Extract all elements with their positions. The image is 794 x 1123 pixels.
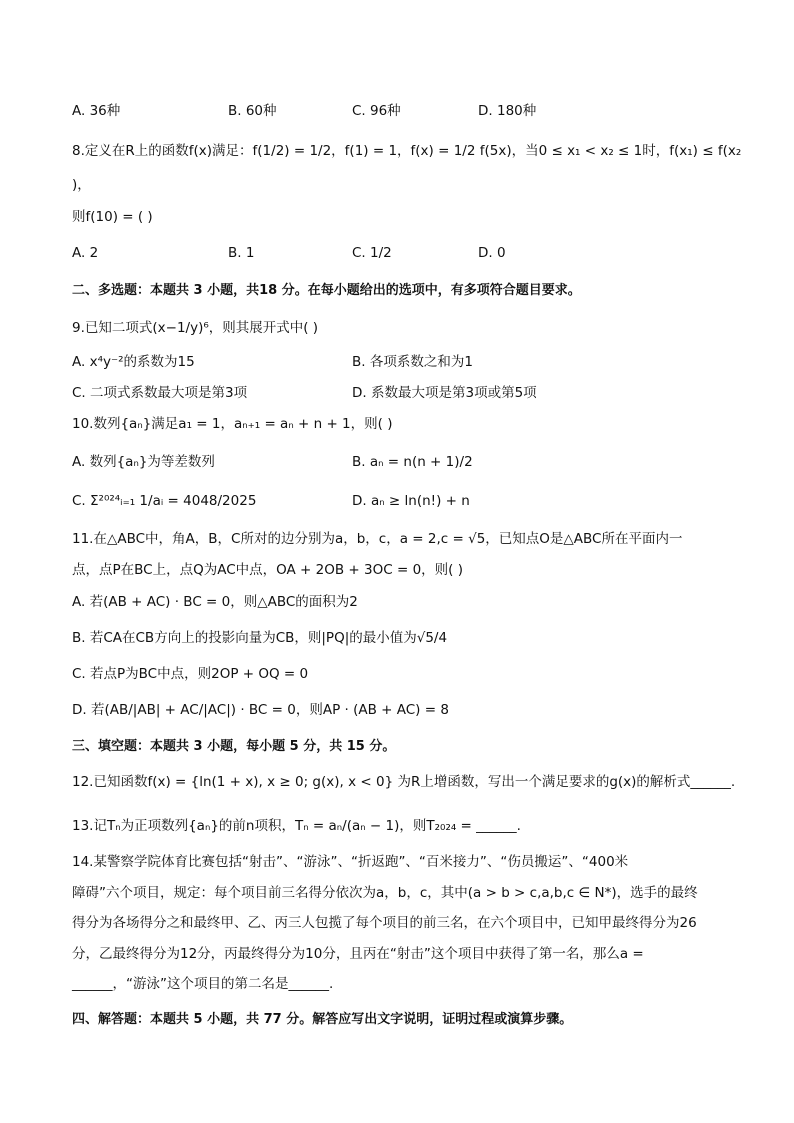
q10-stem: 10.数列{aₙ}满足a₁ = 1，aₙ₊₁ = aₙ + n + 1，则( ) [72, 416, 393, 432]
q10-option-a: A. 数列{aₙ}为等差数列 [72, 454, 215, 470]
q14-line4: 分，乙最终得分为12分，丙最终得分为10分，且丙在“射击”这个项目中获得了第一名，那么a = [72, 946, 644, 962]
q9-option-d: D. 系数最大项是第3项或第5项 [352, 385, 537, 401]
section-multiple-choice-heading: 二、多选题：本题共 3 小题，共18 分。在每小题给出的选项中，有多项符合题目要求。 [72, 283, 581, 298]
q11-option-c: C. 若点P为BC中点，则2OP + OQ = 0 [72, 666, 309, 682]
q8-option-a: A. 2 [72, 245, 99, 261]
q8-option-c: C. 1/2 [352, 245, 392, 261]
q7-option-c: C. 96种 [352, 103, 401, 119]
q12-stem: 12.已知函数f(x) = {ln(1 + x), x ≥ 0; g(x), x < 0} 为R上增函数，写出一个满足要求的g(x)的解析式______. [72, 774, 736, 790]
q14-line1: 14.某警察学院体育比赛包括“射击”、“游泳”、“折返跑”、“百米接力”、“伤员搬运”、“400米 [72, 854, 629, 870]
q9-option-c: C. 二项式系数最大项是第3项 [72, 385, 248, 401]
section-fill-blank-heading: 三、填空题：本题共 3 小题，每小题 5 分，共 15 分。 [72, 739, 396, 754]
q13-stem: 13.记Tₙ为正项数列{aₙ}的前n项积，Tₙ = aₙ/(aₙ − 1)，则T₂₀₂₄ = ______. [72, 818, 521, 834]
q7-option-a: A. 36种 [72, 103, 121, 119]
q11-option-b: B. 若CA在CB方向上的投影向量为CB，则|PQ|的最小值为√5/4 [72, 630, 448, 646]
q9-option-a: A. x⁴y⁻²的系数为15 [72, 354, 195, 370]
q11-stem-line1: 11.在△ABC中，角A，B，C所对的边分别为a，b，c，a = 2,c = √5，已知点O是△ABC所在平面内一 [72, 531, 683, 547]
q8-option-b: B. 1 [228, 245, 255, 261]
q8-option-d: D. 0 [478, 245, 506, 261]
q11-option-a: A. 若(AB + AC) · BC = 0，则△ABC的面积为2 [72, 594, 358, 610]
q14-line3: 得分为各场得分之和最终甲、乙、丙三人包揽了每个项目的前三名，在六个项目中，已知甲最终得分为26 [72, 915, 697, 931]
q8-stem-line2: )， [72, 177, 91, 193]
q14-line5: ______，“游泳”这个项目的第二名是______. [72, 976, 334, 992]
q11-option-d: D. 若(AB/|AB| + AC/|AC|) · BC = 0，则AP · (AB + AC) = 8 [72, 702, 449, 718]
q8-stem-line3: 则f(10) = ( ) [72, 209, 153, 225]
q9-option-b: B. 各项系数之和为1 [352, 354, 473, 370]
q9-stem: 9.已知二项式(x−1/y)⁶，则其展开式中( ) [72, 320, 319, 336]
q7-option-d: D. 180种 [478, 103, 537, 119]
q10-option-d: D. aₙ ≥ ln(n!) + n [352, 493, 470, 509]
q11-stem-line2: 点，点P在BC上，点Q为AC中点，OA + 2OB + 3OC = 0，则( ) [72, 562, 463, 578]
q8-stem-line1: 8.定义在R上的函数f(x)满足：f(1/2) = 1/2，f(1) = 1，f(x) = 1/2 f(5x)，当0 ≤ x₁ < x₂ ≤ 1时，f(x₁) ≤ f(x₂ [72, 143, 742, 159]
q14-line2: 障碍”六个项目，规定：每个项目前三名得分依次为a，b，c，其中(a > b > c,a,b,c ∈ N*)，选手的最终 [72, 885, 698, 901]
q10-option-b: B. aₙ = n(n + 1)/2 [352, 454, 473, 470]
q7-option-b: B. 60种 [228, 103, 277, 119]
section-answer-heading: 四、解答题：本题共 5 小题，共 77 分。解答应写出文字说明，证明过程或演算步骤。 [72, 1012, 573, 1027]
q10-option-c: C. Σ²⁰²⁴ᵢ₌₁ 1/aᵢ = 4048/2025 [72, 493, 257, 509]
